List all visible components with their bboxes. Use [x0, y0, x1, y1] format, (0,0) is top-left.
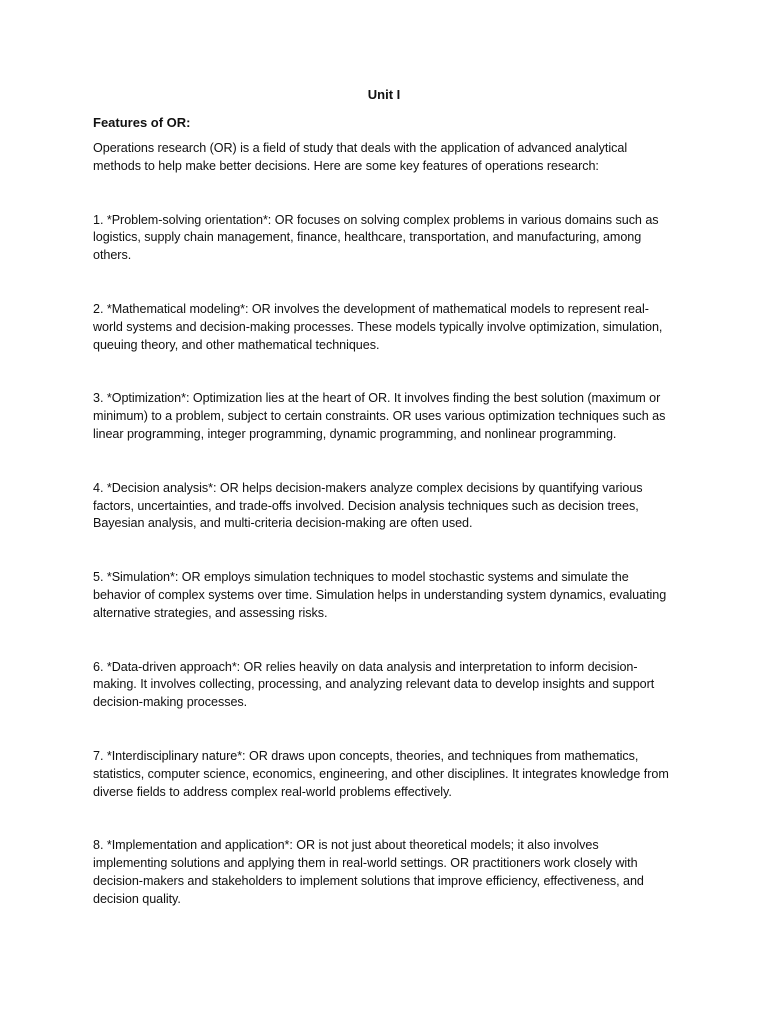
- feature-item-1: 1. *Problem-solving orientation*: OR focuses on solving complex problems in various domains such as logistics, supply chain management, finance, healthcare, transportation, and manufacturing, among others.: [93, 212, 659, 263]
- feature-item-3: 3. *Optimization*: Optimization lies at the heart of OR. It involves finding the best solution (maximum or minimum) to a problem, subject to certain constraints. OR uses various optimization techniques such as linear programming, integer programming, dynamic programming, and nonlinear programming.: [93, 391, 666, 441]
- feature-item-2: 2. *Mathematical modeling*: OR involves the development of mathematical models to represent real-world systems and decision-making processes. These models typically involve optimization, simulation, queuing theory, and other mathematical techniques.: [93, 301, 663, 352]
- feature-item-6: 6. *Data-driven approach*: OR relies heavily on data analysis and interpretation to inform decision-making. It involves collecting, processing, and analyzing relevant data to develop insights and support decision-making processes.: [93, 659, 655, 710]
- feature-item-5: 5. *Simulation*: OR employs simulation techniques to model stochastic systems and simulate the behavior of complex systems over time. Simulation helps in understanding system dynamics, evaluating alternative strategies, and assessing risks.: [93, 570, 667, 620]
- feature-item-8: 8. *Implementation and application*: OR is not just about theoretical models; it also involves implementing solutions and applying them in real-world settings. OR practitioners work closely with decision-makers and stakeholders to implement solutions that improve efficiency, effectiveness, and decision quality.: [93, 838, 644, 906]
- unit-title: Unit I: [367, 87, 401, 102]
- feature-item-7: 7. *Interdisciplinary nature*: OR draws upon concepts, theories, and techniques from mathematics, statistics, computer science, economics, engineering, and other disciplines. It integrates knowledge from diverse fields to address complex real-world problems effectively.: [93, 748, 669, 799]
- intro-paragraph: Operations research (OR) is a field of study that deals with the application of advanced analytical methods to help make better decisions. Here are some key features of operations research:: [93, 141, 628, 173]
- document-page: [93, 86, 675, 945]
- section-heading: Features of OR:: [93, 115, 191, 130]
- feature-item-4: 4. *Decision analysis*: OR helps decision-makers analyze complex decisions by quantifying various factors, uncertainties, and trade-offs involved. Decision analysis techniques such as decision trees, Bayesian analysis, and multi-criteria decision-making are often used.: [93, 480, 643, 531]
